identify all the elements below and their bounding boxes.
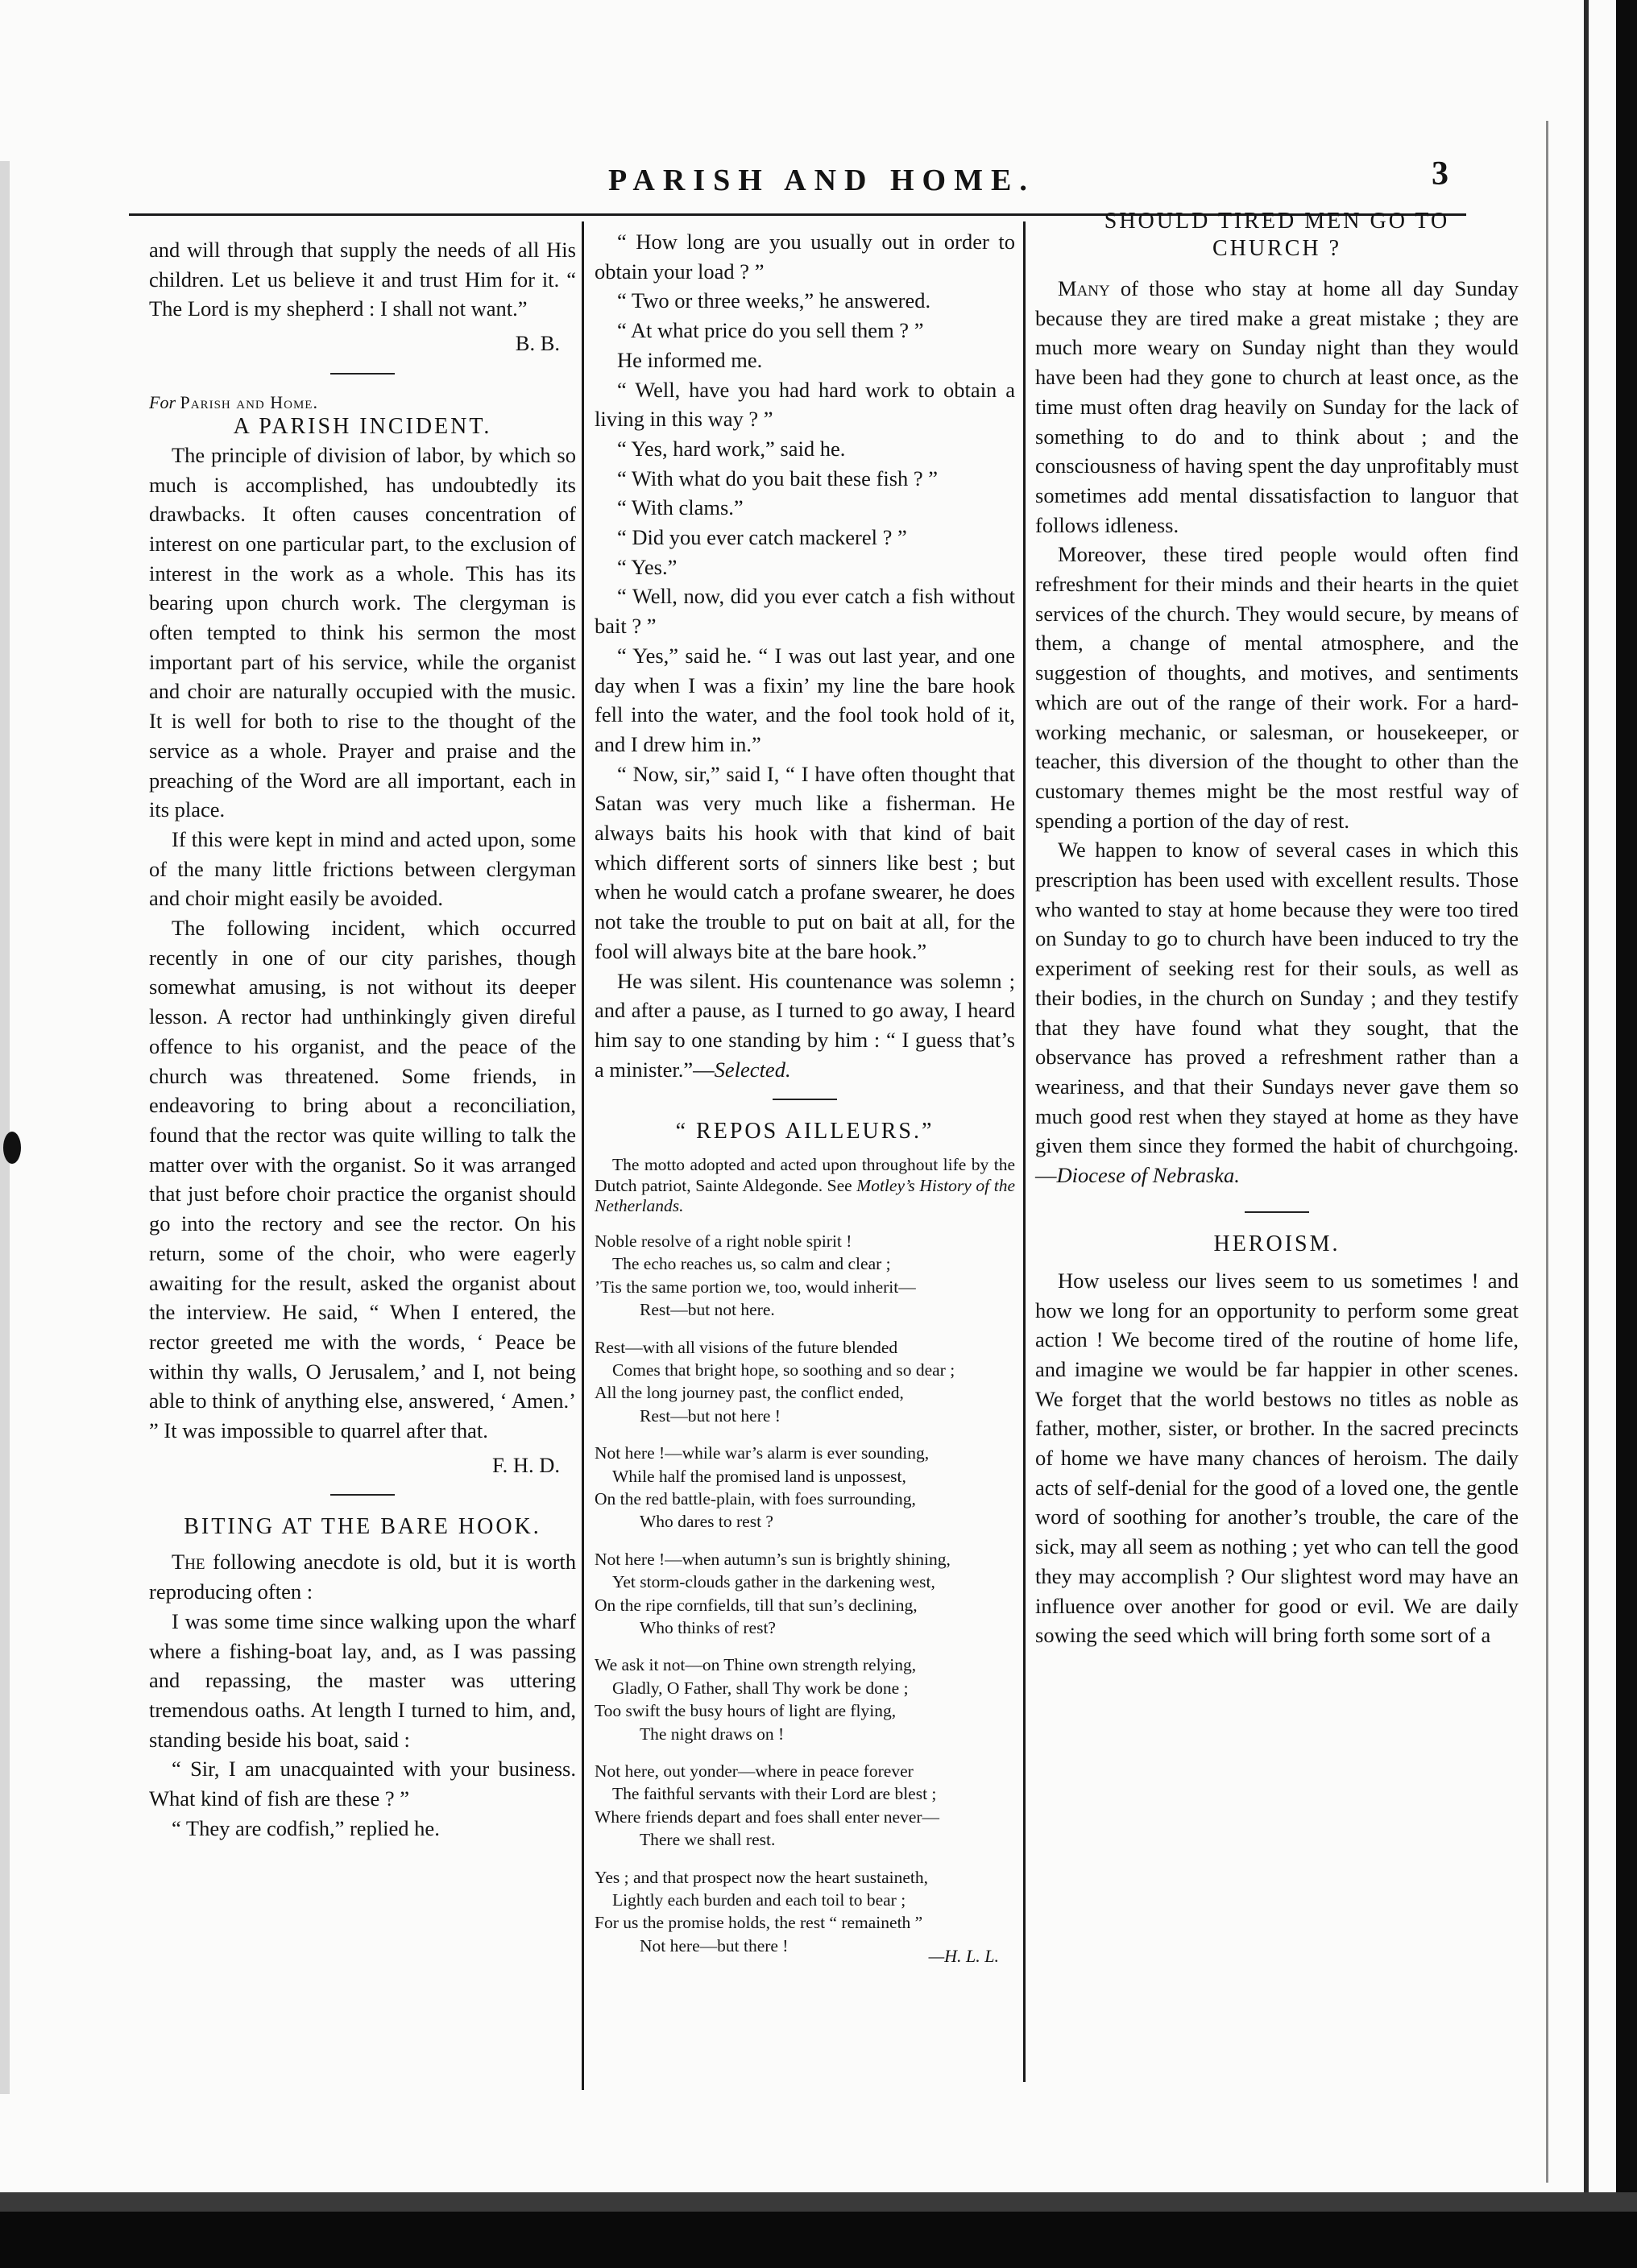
poem-stanza <box>595 1336 1015 1428</box>
dialogue-line: He informed me. <box>617 347 763 372</box>
poem-line: For us the promise holds, the rest “ remaineth ” <box>595 1913 923 1933</box>
poem-line: Yet storm-clouds gather in the darkening west, <box>612 1572 935 1592</box>
paragraph: Moreover, these tired people would often find refreshment for their minds and their hearts in the quiet services of the church. They would secure, by means of them, a change of mental atmosphere, and the suggestion of thoughts, and motives, and sentiments which are out of the range of their work. For a hard-working mechanic, or salesman, or housekeeper, or teacher, this diversion of the thought to other than the customary themes might be the most restful way of spending a portion of the day of rest. <box>1035 542 1519 833</box>
poem-signature: —H. L. L. <box>928 1946 999 1967</box>
lead-in: The <box>172 1550 205 1575</box>
poem-line: Not here !—when autumn’s sun is brightly shining, <box>595 1549 951 1569</box>
poem-line: Rest—but not here ! <box>640 1405 781 1426</box>
source-credit: Selected. <box>714 1057 791 1082</box>
column-divider <box>1023 221 1026 2082</box>
dialogue-line: “ How long are you usually out in order to obtain your load ? ” <box>595 230 1015 284</box>
running-title: PARISH AND HOME. <box>608 163 1035 197</box>
poem-line: The echo reaches us, so calm and clear ; <box>612 1254 891 1274</box>
poem-line: Who thinks of rest? <box>640 1617 776 1637</box>
dialogue-line: “ Well, have you had hard work to obtain a living in this way ? ” <box>595 377 1015 432</box>
paragraph: “ Sir, I am unacquainted with your business. What kind of fish are these ? ” <box>149 1757 576 1811</box>
article-heading: HEROISM. <box>1213 1231 1341 1256</box>
poem-line: We ask it not—on Thine own strength relying, <box>595 1655 917 1675</box>
poem-stanza <box>595 1653 1015 1745</box>
poem-stanza <box>595 1760 1015 1852</box>
note-text: The motto adopted and acted upon throughout life by the Dutch patriot, Sainte Aldegonde. See <box>595 1155 1015 1195</box>
scan-margin-left <box>0 161 10 2094</box>
section-separator <box>773 1099 837 1100</box>
paragraph <box>1035 274 1519 540</box>
section-separator <box>330 373 395 375</box>
paragraph-text: following anecdote is old, but it is worth reproducing often : <box>149 1550 577 1604</box>
dialogue-line: “ Yes,” said he. “ I was out last year, and one day when I was a fixin’ my line the bare hook fell into the water, and the fool took hold of it, and I drew him in.” <box>595 643 1015 756</box>
poem-stanza <box>595 1442 1015 1533</box>
scan-border-right <box>1616 0 1637 2268</box>
paragraph: and will through that supply the needs of all His children. Let us believe it and trust Him for it. “ The Lord is my shepherd : I shall not want.” <box>149 238 576 321</box>
poem-line: The faithful servants with their Lord are blest ; <box>612 1784 937 1804</box>
poem-line: Too swift the busy hours of light are flying, <box>595 1701 897 1721</box>
dialogue-line: “ Did you ever catch mackerel ? ” <box>617 525 907 550</box>
poem-line: On the ripe cornfields, till that sun’s declining, <box>595 1595 918 1615</box>
paragraph-text: We happen to know of several cases in which this prescription has been used with excellent results. Those who wanted to stay at home because they were too tired on Sunday to go to church have been induced to try the experiment of seeking rest for their souls, as well as their bodies, in the church on Sunday ; and they testify that they have found what they sought, that the observance has proved a refreshment rather than a weariness, and that their Sundays never gave them so much good rest when they stayed at home as they have given them since they formed the habit of churchgoing.— <box>1035 838 1519 1188</box>
poem-note <box>595 1155 1015 1217</box>
article-heading: BITING AT THE BARE HOOK. <box>184 1514 541 1540</box>
paragraph-text: He was silent. His countenance was solemn ; and after a pause, as I turned to go away, I heard him say to one standing by him : “ I guess that’s a minister.”— <box>595 968 1015 1082</box>
poem-line: The night draws on ! <box>640 1724 785 1744</box>
poem-stanza <box>595 1866 1015 1958</box>
paragraph-text: of those who stay at home all day Sunday because they are tired make a great mistake ; they are much more weary on Sunday night than they would have been had they gone to church at least once, as the time must often drag heavily on Sunday for the lack of something to do and to think about ; and the consciousness of having spent the day unprofitably must sometimes add mental dissatisfaction to languor that follows idleness. <box>1035 276 1519 537</box>
note-reference: Motley’s History of the Netherlands. <box>595 1175 1015 1216</box>
poem-line: Yes ; and that prospect now the heart sustaineth, <box>595 1867 929 1887</box>
dialogue-line: “ Yes, hard work,” said he. <box>617 436 846 461</box>
scan-binding-mark <box>3 1132 21 1164</box>
signature: F. H. D. <box>491 1452 560 1477</box>
scan-shadow-bottom <box>0 2192 1637 2212</box>
poem-line: All the long journey past, the conflict ended, <box>595 1383 904 1403</box>
poem-line: ’Tis the same portion we, too, would inherit— <box>595 1277 916 1297</box>
column-right <box>1035 208 1519 1650</box>
source-credit: Diocese of Nebraska. <box>1056 1163 1240 1188</box>
poem-stanza <box>595 1548 1015 1640</box>
article-heading: A PARISH INCIDENT. <box>233 413 492 439</box>
paragraph: How useless our lives seem to us sometimes ! and how we long for an opportunity to perform some great action ! We become tired of the routine of home life, and imagine we would be far happier in other scenes. We forget that the world bestows no titles as noble as father, mother, sister, or brother. In the sacred precincts of home we have many chances of heroism. The daily acts of self-denial for the good of a loved one, the gentle word of soothing for another’s trouble, the care of the sick, may all seem as nothing ; yet who can tell the good they may accomplish ? Our slightest word may have an influence over another for good or evil. We are daily sowing the seed which will bring forth some sort of a <box>1035 1268 1519 1648</box>
poem <box>595 1230 1015 1957</box>
poem-line: Not here—but there ! <box>640 1935 789 1956</box>
paragraph <box>149 1547 576 1606</box>
paragraph: If this were kept in mind and acted upon, some of the many little frictions between clergyman and choir might easily be avoided. <box>149 826 576 911</box>
column-left <box>149 235 576 1843</box>
scan-fold-line <box>1546 121 1548 2183</box>
section-separator <box>330 1494 395 1496</box>
dialogue-line: “ Two or three weeks,” he answered. <box>617 288 931 313</box>
signature: B. B. <box>515 331 560 356</box>
dialogue-line: “ At what price do you sell them ? ” <box>617 318 924 343</box>
poem-line: Gladly, O Father, shall Thy work be done ; <box>612 1678 909 1698</box>
lead-in: Many <box>1058 276 1110 300</box>
poem-line: Where friends depart and foes shall enter never— <box>595 1807 940 1827</box>
poem-line: Comes that bright hope, so soothing and so dear ; <box>612 1360 955 1380</box>
poem-line: Not here !—while war’s alarm is ever sounding, <box>595 1443 930 1463</box>
poem-line: There we shall rest. <box>640 1830 776 1850</box>
dialogue-line: “ With what do you bait these fish ? ” <box>617 466 939 490</box>
poem-line: Rest—but not here. <box>640 1300 775 1320</box>
paragraph: I was some time since walking upon the wharf where a fishing-boat lay, and, as I was passing and repassing, the master was uttering tremendous oaths. At length I turned to him, and, standing beside his boat, said : <box>149 1608 576 1752</box>
dialogue-line: “ Yes.” <box>617 554 678 579</box>
dialogue-line: “ With clams.” <box>617 495 744 520</box>
column-middle <box>595 227 1015 1967</box>
byline <box>149 392 576 413</box>
article-heading: “ REPOS AILLEURS.” <box>675 1119 935 1144</box>
paragraph <box>595 966 1015 1085</box>
article-heading: SHOULD TIRED MEN GO TO CHURCH ? <box>1104 209 1450 261</box>
poem-line: Who dares to rest ? <box>640 1512 773 1532</box>
poem-line: While half the promised land is unpossest, <box>612 1466 906 1486</box>
paragraph <box>1035 835 1519 1190</box>
paragraph: The following incident, which occurred recently in one of our city parishes, though somewhat amusing, is not without its deeper lesson. A rector had unthinkingly given direful offence to his organist, and the peace of the church was threatened. Some friends, in endeavoring to bring about a reconciliation, found that the rector was quite willing to talk the matter over with the organist. So it was arranged that just before choir practice the organist should go into the rectory and see the rector. On his return, some of the choir, who were eagerly awaiting for the result, asked the organist about the interview. He said, “ When I entered, the rector greeted me with the words, ‘ Peace be within thy walls, O Jerusalem,’ and I, not being able to think of anything else, answered, ‘ Amen.’ ” It was impossible to quarrel after that. <box>149 916 576 1443</box>
paragraph: “ They are codfish,” replied he. <box>172 1815 440 1840</box>
paragraph: The principle of division of labor, by which so much is accomplished, has undoubtedly its drawbacks. It often causes concentration of interest on one particular part, to the exclusion of interest in the work as a whole. This has its bearing upon church work. The clergyman is often tempted to think his sermon the most important part of his service, while the organist and choir are naturally occupied with the music. It is well for both to rise to the thought of the service as a whole. Prayer and praise and the preaching of the Word are all important, each in its place. <box>149 442 576 822</box>
byline-publication: Parish and Home. <box>180 391 318 412</box>
dialogue-line: “ Well, now, did you ever catch a fish without bait ? ” <box>595 584 1015 639</box>
poem-line: Not here, out yonder—where in peace forever <box>595 1761 914 1782</box>
section-separator <box>1245 1211 1309 1213</box>
running-head <box>0 155 1637 203</box>
page-number: 3 <box>1432 155 1448 192</box>
scan-edge-line <box>1584 0 1589 2207</box>
poem-line: On the red battle-plain, with foes surrounding, <box>595 1488 916 1509</box>
dialogue-line: “ Now, sir,” said I, “ I have often thought that Satan was very much like a fisherman. He always baits his hook with that kind of bait which different sorts of sinners like best ; but when he would catch a profane swearer, he does not take the trouble to put on bait at all, for the fool will always bite at the bare hook.” <box>595 761 1015 963</box>
column-divider <box>582 221 584 2090</box>
byline-prefix: For <box>149 391 176 412</box>
poem-line: Lightly each burden and each toil to bear ; <box>612 1890 906 1910</box>
poem-stanza <box>595 1230 1015 1322</box>
scan-border-bottom <box>0 2212 1637 2268</box>
poem-line: Noble resolve of a right noble spirit ! <box>595 1231 852 1251</box>
poem-line: Rest—with all visions of the future blended <box>595 1337 898 1357</box>
